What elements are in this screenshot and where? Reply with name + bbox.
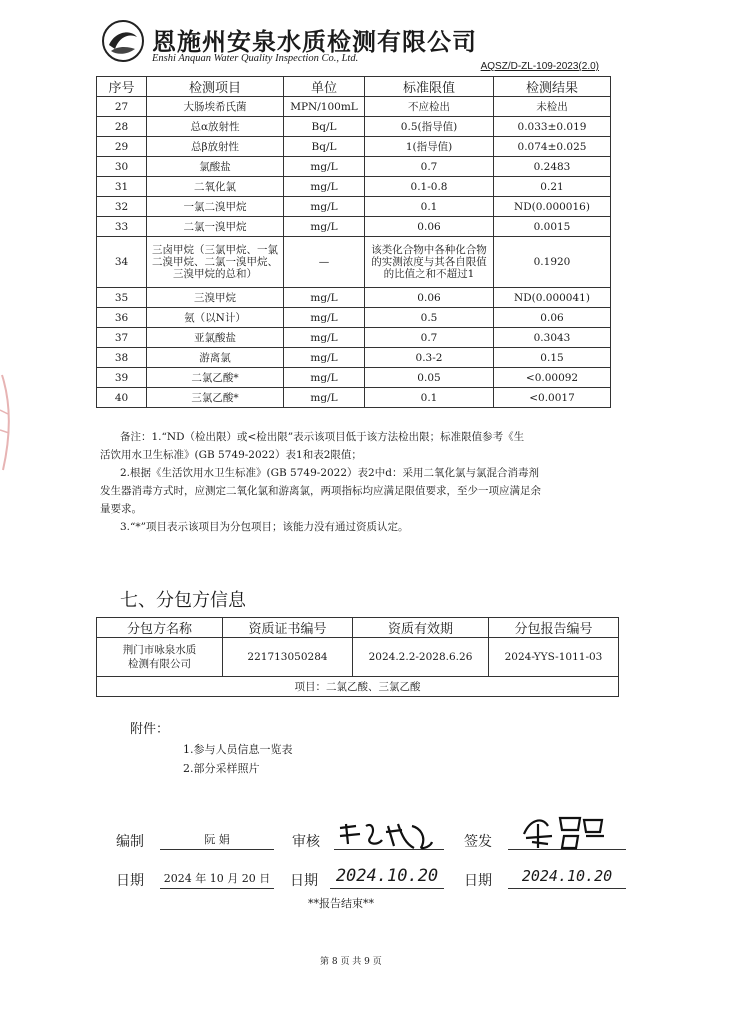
issuer-signature — [518, 812, 608, 852]
row-limit: 1(指导值) — [365, 137, 494, 157]
compile-label: 编制 — [116, 834, 144, 850]
table-row — [97, 388, 611, 408]
row-result: 0.0015 — [494, 217, 611, 237]
row-item: 总β放射性 — [147, 137, 284, 157]
sub-name-line-1: 荆门市咏泉水质 — [122, 644, 197, 656]
review-label: 审核 — [292, 834, 320, 850]
row-result: 未检出 — [494, 97, 611, 117]
company-logo-icon — [101, 19, 145, 63]
row-unit: mg/L — [284, 388, 365, 408]
row-item: 亚氯酸盐 — [147, 328, 284, 348]
reviewer-signature — [336, 818, 436, 854]
row-item: 二氯一溴甲烷 — [147, 217, 284, 237]
col-header-item: 检测项目 — [147, 77, 284, 97]
date-label-3: 日期 — [464, 873, 492, 889]
table-row — [97, 137, 611, 157]
row-result: <0.00092 — [494, 368, 611, 388]
row-unit: Bq/L — [284, 137, 365, 157]
sub-name — [97, 638, 223, 677]
row-item: 游离氯 — [147, 348, 284, 368]
results-table — [96, 76, 611, 408]
note-2-line-1: 2.根据《生活饮用水卫生标准》(GB 5749-2022）表2中d：采用二氧化氯与氯混合消毒剂 — [120, 467, 539, 479]
row-unit: mg/L — [284, 328, 365, 348]
row-limit: 0.1 — [365, 197, 494, 217]
row-limit: 0.7 — [365, 157, 494, 177]
company-name-cn: 恩施州安泉水质检测有限公司 — [152, 27, 477, 56]
row-result: 0.074±0.025 — [494, 137, 611, 157]
note-3: 3.“*”项目表示该项目为分包项目；该能力没有通过资质认定。 — [120, 521, 409, 533]
table-row — [97, 237, 611, 288]
row-limit: 0.06 — [365, 217, 494, 237]
subcontract-items-row — [97, 677, 619, 697]
sub-report: 2024-YYS-1011-03 — [489, 638, 619, 677]
row-item: 氨（以N计） — [147, 308, 284, 328]
attachment-item: 1.参与人员信息一览表 — [183, 743, 293, 756]
section-title-subcontract: 七、分包方信息 — [120, 590, 246, 611]
date-label-1: 日期 — [116, 873, 144, 889]
date-label-2: 日期 — [290, 873, 318, 889]
row-limit: 0.1-0.8 — [365, 177, 494, 197]
col-header-sub-name: 分包方名称 — [97, 618, 223, 638]
subcontract-header — [97, 618, 619, 638]
row-unit: mg/L — [284, 288, 365, 308]
row-limit: 0.5 — [365, 308, 494, 328]
note-1-line-1: 备注：1.“ND（检出限）或<检出限”表示该项目低于该方法检出限；标准限值参考《生 — [120, 431, 525, 443]
row-result: ND(0.000041) — [494, 288, 611, 308]
table-row — [97, 288, 611, 308]
col-header-limit: 标准限值 — [365, 77, 494, 97]
row-no: 34 — [97, 237, 147, 288]
note-2-line-3: 量要求。 — [100, 503, 142, 515]
table-row — [97, 368, 611, 388]
row-result: 0.15 — [494, 348, 611, 368]
table-row — [97, 117, 611, 137]
sub-validity: 2024.2.2-2028.6.26 — [353, 638, 489, 677]
row-unit: — — [284, 237, 365, 288]
col-header-cert: 资质证书编号 — [223, 618, 353, 638]
col-header-result: 检测结果 — [494, 77, 611, 97]
document-code: AQSZ/D-ZL-109-2023(2.0) — [480, 61, 599, 72]
row-unit: mg/L — [284, 308, 365, 328]
col-header-report: 分包报告编号 — [489, 618, 619, 638]
table-row — [97, 217, 611, 237]
row-no: 30 — [97, 157, 147, 177]
row-result: <0.0017 — [494, 388, 611, 408]
report-end-mark: **报告结束** — [308, 897, 374, 910]
subcontract-table — [96, 617, 619, 697]
row-no: 35 — [97, 288, 147, 308]
issue-label: 签发 — [464, 834, 492, 850]
col-header-validity: 资质有效期 — [353, 618, 489, 638]
row-result: 0.06 — [494, 308, 611, 328]
row-item: 三氯乙酸* — [147, 388, 284, 408]
table-row — [97, 177, 611, 197]
row-no: 39 — [97, 368, 147, 388]
col-header-no: 序号 — [97, 77, 147, 97]
compiler-name: 阮 娟 — [160, 829, 274, 850]
row-item: 大肠埃希氏菌 — [147, 97, 284, 117]
row-result: ND(0.000016) — [494, 197, 611, 217]
row-unit: mg/L — [284, 217, 365, 237]
row-unit: Bq/L — [284, 117, 365, 137]
notes-block — [100, 428, 625, 536]
table-row — [97, 328, 611, 348]
row-unit: MPN/100mL — [284, 97, 365, 117]
company-name-en: Enshi Anquan Water Quality Inspection Co., Ltd. — [152, 53, 359, 64]
row-unit: mg/L — [284, 197, 365, 217]
table-row — [97, 197, 611, 217]
table-row — [97, 308, 611, 328]
row-unit: mg/L — [284, 157, 365, 177]
seal-stamp-fragment — [0, 370, 14, 480]
row-limit: 0.3-2 — [365, 348, 494, 368]
row-no: 28 — [97, 117, 147, 137]
row-no: 27 — [97, 97, 147, 117]
review-date-handwritten: 2024.10.20 — [330, 868, 444, 889]
row-no: 29 — [97, 137, 147, 157]
note-1-line-2: 活饮用水卫生标准》(GB 5749-2022）表1和表2限值； — [100, 449, 362, 461]
row-no: 31 — [97, 177, 147, 197]
row-result: 0.033±0.019 — [494, 117, 611, 137]
row-limit: 该类化合物中各种化合物的实测浓度与其各自限值的比值之和不超过1 — [365, 237, 494, 288]
row-no: 33 — [97, 217, 147, 237]
row-no: 38 — [97, 348, 147, 368]
row-result: 0.21 — [494, 177, 611, 197]
row-item: 总α放射性 — [147, 117, 284, 137]
row-limit: 0.1 — [365, 388, 494, 408]
table-row — [97, 157, 611, 177]
col-header-unit: 单位 — [284, 77, 365, 97]
row-unit: mg/L — [284, 348, 365, 368]
compile-date: 2024 年 10 月 20 日 — [160, 868, 274, 889]
row-item: 三溴甲烷 — [147, 288, 284, 308]
row-limit: 0.06 — [365, 288, 494, 308]
row-unit: mg/L — [284, 177, 365, 197]
row-limit: 0.7 — [365, 328, 494, 348]
row-result: 0.1920 — [494, 237, 611, 288]
row-unit: mg/L — [284, 368, 365, 388]
page-number: 第 8 页 共 9 页 — [320, 957, 382, 967]
results-table-header — [97, 77, 611, 97]
sub-items: 项目：二氯乙酸、三氯乙酸 — [97, 677, 619, 697]
note-2-line-2: 发生器消毒方式时，应测定二氧化氯和游离氯，两项指标均应满足限值要求，至少一项应满足余 — [100, 485, 541, 497]
row-item: 二氧化氯 — [147, 177, 284, 197]
attachments-heading: 附件： — [130, 722, 170, 737]
row-no: 36 — [97, 308, 147, 328]
row-item: 氯酸盐 — [147, 157, 284, 177]
table-row — [97, 348, 611, 368]
row-limit: 0.05 — [365, 368, 494, 388]
row-result: 0.3043 — [494, 328, 611, 348]
row-no: 40 — [97, 388, 147, 408]
row-item: 三卤甲烷（三氯甲烷、一氯二溴甲烷、二氯一溴甲烷、三溴甲烷的总和） — [147, 237, 284, 288]
table-row — [97, 97, 611, 117]
subcontract-row — [97, 638, 619, 677]
attachment-item: 2.部分采样照片 — [183, 762, 260, 775]
issue-date-handwritten: 2024.10.20 — [508, 868, 626, 889]
row-item: 一氯二溴甲烷 — [147, 197, 284, 217]
row-no: 37 — [97, 328, 147, 348]
row-limit: 不应检出 — [365, 97, 494, 117]
row-item: 二氯乙酸* — [147, 368, 284, 388]
sub-cert: 221713050284 — [223, 638, 353, 677]
row-result: 0.2483 — [494, 157, 611, 177]
sub-name-line-2: 检测有限公司 — [128, 658, 191, 670]
row-no: 32 — [97, 197, 147, 217]
row-limit: 0.5(指导值) — [365, 117, 494, 137]
